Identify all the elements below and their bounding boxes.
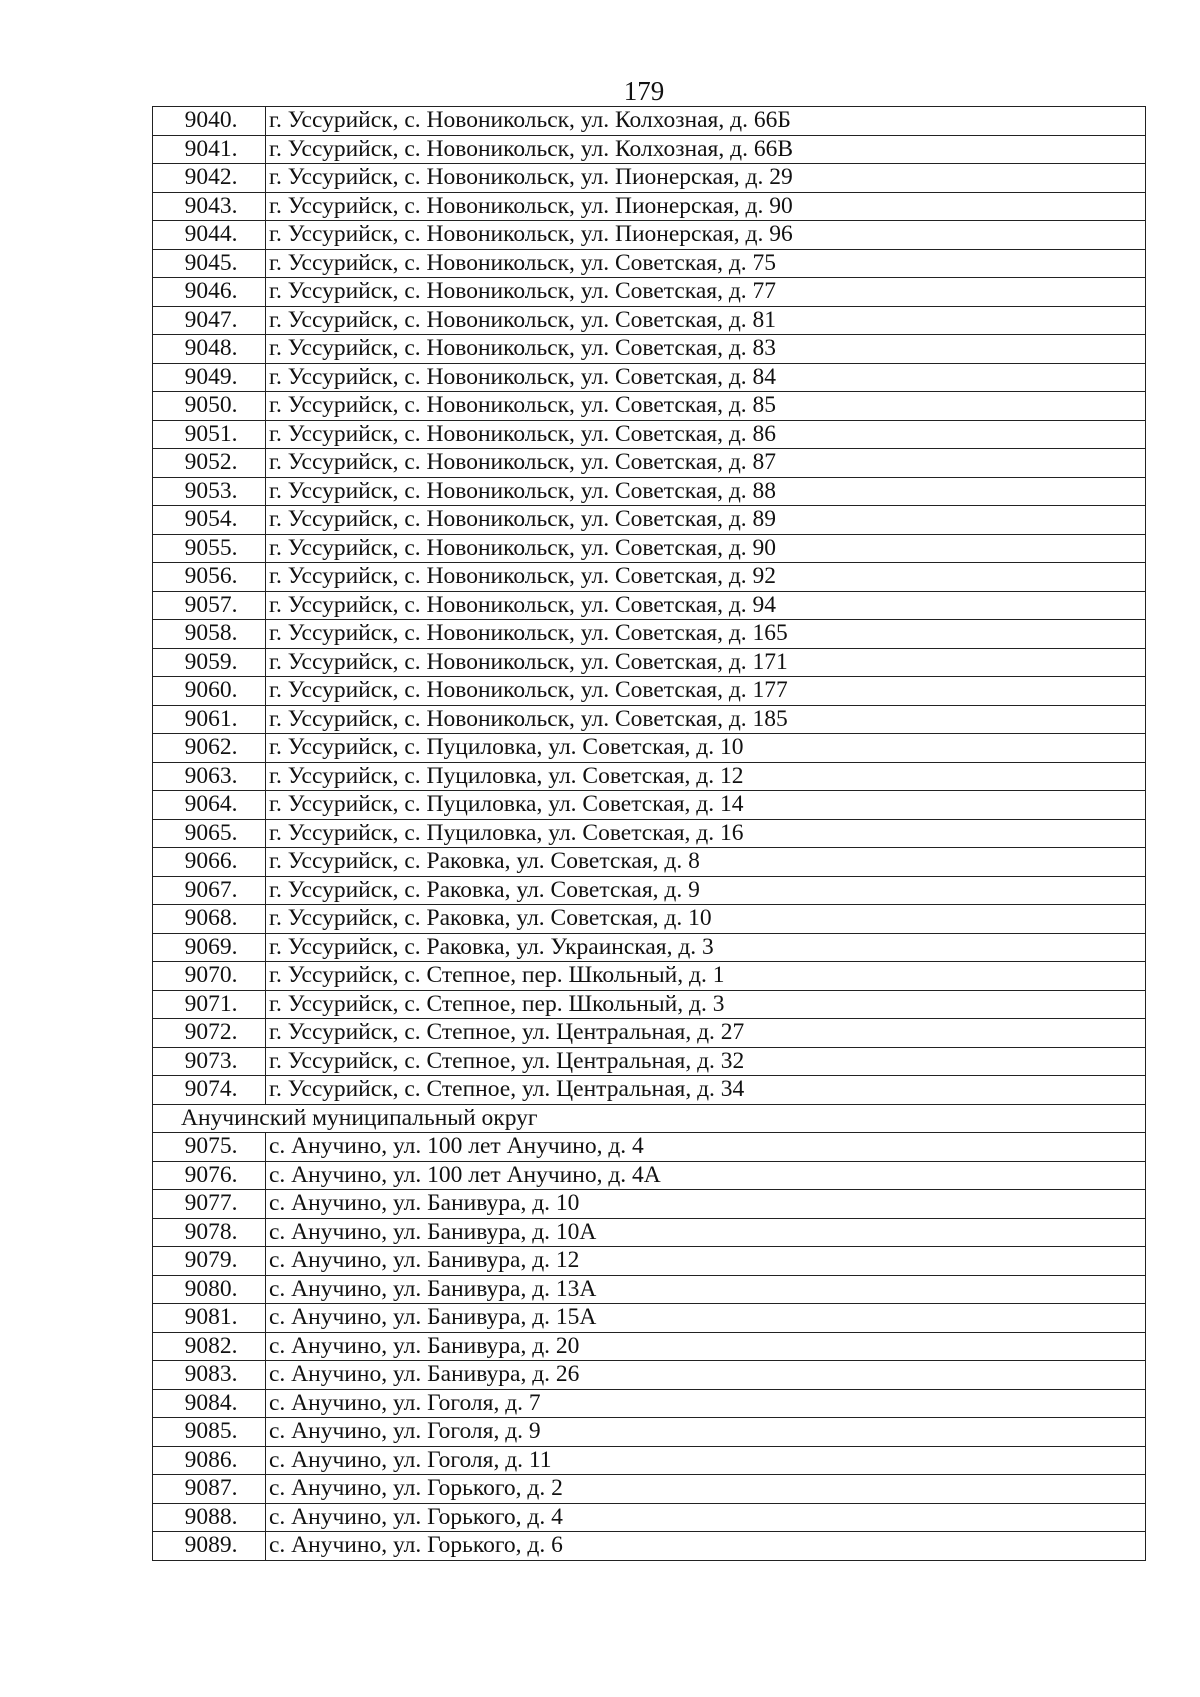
row-address: г. Уссурийск, с. Новоникольск, ул. Советская, д. 171 <box>266 648 1146 677</box>
row-number: 9047. <box>153 306 266 335</box>
row-address: г. Уссурийск, с. Новоникольск, ул. Советская, д. 177 <box>266 677 1146 706</box>
table-row <box>153 1218 1146 1247</box>
table-row <box>153 762 1146 791</box>
row-number: 9060. <box>153 677 266 706</box>
row-address: г. Уссурийск, с. Новоникольск, ул. Советская, д. 87 <box>266 449 1146 478</box>
table-row <box>153 1190 1146 1219</box>
row-address: г. Уссурийск, с. Новоникольск, ул. Советская, д. 89 <box>266 506 1146 535</box>
table-row <box>153 278 1146 307</box>
row-address: г. Уссурийск, с. Степное, пер. Школьный, д. 3 <box>266 990 1146 1019</box>
table-row <box>153 1532 1146 1561</box>
row-number: 9066. <box>153 848 266 877</box>
row-address: г. Уссурийск, с. Новоникольск, ул. Пионерская, д. 90 <box>266 192 1146 221</box>
row-number: 9062. <box>153 734 266 763</box>
row-address: г. Уссурийск, с. Новоникольск, ул. Советская, д. 165 <box>266 620 1146 649</box>
table-row <box>153 135 1146 164</box>
table-row <box>153 905 1146 934</box>
table-row <box>153 648 1146 677</box>
row-number: 9083. <box>153 1361 266 1390</box>
table-row <box>153 335 1146 364</box>
table-row <box>153 563 1146 592</box>
row-address: г. Уссурийск, с. Раковка, ул. Советская, д. 8 <box>266 848 1146 877</box>
row-address: г. Уссурийск, с. Новоникольск, ул. Советская, д. 94 <box>266 591 1146 620</box>
table-row <box>153 620 1146 649</box>
row-address: г. Уссурийск, с. Новоникольск, ул. Советская, д. 75 <box>266 249 1146 278</box>
row-address: г. Уссурийск, с. Новоникольск, ул. Колхозная, д. 66В <box>266 135 1146 164</box>
row-number: 9081. <box>153 1304 266 1333</box>
row-address: г. Уссурийск, с. Степное, ул. Центральная, д. 27 <box>266 1019 1146 1048</box>
row-address: г. Уссурийск, с. Новоникольск, ул. Советская, д. 185 <box>266 705 1146 734</box>
row-number: 9077. <box>153 1190 266 1219</box>
row-number: 9045. <box>153 249 266 278</box>
table-row <box>153 221 1146 250</box>
row-number: 9071. <box>153 990 266 1019</box>
row-number: 9055. <box>153 534 266 563</box>
table-row <box>153 1161 1146 1190</box>
row-number: 9089. <box>153 1532 266 1561</box>
row-number: 9064. <box>153 791 266 820</box>
row-address: с. Анучино, ул. Банивура, д. 10 <box>266 1190 1146 1219</box>
address-table <box>152 106 1146 1561</box>
row-number: 9078. <box>153 1218 266 1247</box>
row-number: 9040. <box>153 107 266 136</box>
row-address: с. Анучино, ул. Горького, д. 2 <box>266 1475 1146 1504</box>
row-address: с. Анучино, ул. Банивура, д. 15А <box>266 1304 1146 1333</box>
row-number: 9088. <box>153 1503 266 1532</box>
row-number: 9084. <box>153 1389 266 1418</box>
row-number: 9076. <box>153 1161 266 1190</box>
row-address: с. Анучино, ул. Гоголя, д. 11 <box>266 1446 1146 1475</box>
table-row <box>153 249 1146 278</box>
row-number: 9082. <box>153 1332 266 1361</box>
row-number: 9080. <box>153 1275 266 1304</box>
row-number: 9049. <box>153 363 266 392</box>
address-table-body <box>153 107 1146 1561</box>
table-row <box>153 1304 1146 1333</box>
row-address: г. Уссурийск, с. Новоникольск, ул. Советская, д. 83 <box>266 335 1146 364</box>
row-address: г. Уссурийск, с. Новоникольск, ул. Пионерская, д. 96 <box>266 221 1146 250</box>
row-address: г. Уссурийск, с. Раковка, ул. Советская, д. 9 <box>266 876 1146 905</box>
row-address: г. Уссурийск, с. Новоникольск, ул. Советская, д. 90 <box>266 534 1146 563</box>
row-address: г. Уссурийск, с. Степное, пер. Школьный, д. 1 <box>266 962 1146 991</box>
table-row <box>153 1275 1146 1304</box>
row-number: 9052. <box>153 449 266 478</box>
table-row <box>153 1076 1146 1105</box>
table-row <box>153 848 1146 877</box>
row-address: г. Уссурийск, с. Новоникольск, ул. Советская, д. 81 <box>266 306 1146 335</box>
row-address: г. Уссурийск, с. Пуциловка, ул. Советская, д. 16 <box>266 819 1146 848</box>
table-row <box>153 192 1146 221</box>
row-address: с. Анучино, ул. Гоголя, д. 9 <box>266 1418 1146 1447</box>
table-row <box>153 1503 1146 1532</box>
row-address: с. Анучино, ул. Горького, д. 4 <box>266 1503 1146 1532</box>
table-row <box>153 962 1146 991</box>
table-row <box>153 534 1146 563</box>
section-row <box>153 1104 1146 1133</box>
row-number: 9067. <box>153 876 266 905</box>
row-address: с. Анучино, ул. Банивура, д. 13А <box>266 1275 1146 1304</box>
row-number: 9046. <box>153 278 266 307</box>
row-number: 9051. <box>153 420 266 449</box>
row-address: г. Уссурийск, с. Новоникольск, ул. Советская, д. 86 <box>266 420 1146 449</box>
row-number: 9072. <box>153 1019 266 1048</box>
row-address: г. Уссурийск, с. Пуциловка, ул. Советская, д. 12 <box>266 762 1146 791</box>
row-address: с. Анучино, ул. Банивура, д. 12 <box>266 1247 1146 1276</box>
row-address: с. Анучино, ул. Банивура, д. 20 <box>266 1332 1146 1361</box>
row-address: г. Уссурийск, с. Степное, ул. Центральная, д. 34 <box>266 1076 1146 1105</box>
row-number: 9086. <box>153 1446 266 1475</box>
table-row <box>153 677 1146 706</box>
table-row <box>153 392 1146 421</box>
table-row <box>153 306 1146 335</box>
row-number: 9079. <box>153 1247 266 1276</box>
table-row <box>153 734 1146 763</box>
table-row <box>153 791 1146 820</box>
table-row <box>153 420 1146 449</box>
table-row <box>153 107 1146 136</box>
row-address: г. Уссурийск, с. Новоникольск, ул. Советская, д. 92 <box>266 563 1146 592</box>
table-row <box>153 876 1146 905</box>
row-address: с. Анучино, ул. Гоголя, д. 7 <box>266 1389 1146 1418</box>
row-number: 9057. <box>153 591 266 620</box>
row-address: г. Уссурийск, с. Новоникольск, ул. Советская, д. 77 <box>266 278 1146 307</box>
table-row <box>153 1133 1146 1162</box>
row-address: г. Уссурийск, с. Пуциловка, ул. Советская, д. 14 <box>266 791 1146 820</box>
row-address: с. Анучино, ул. Горького, д. 6 <box>266 1532 1146 1561</box>
table-row <box>153 1019 1146 1048</box>
row-number: 9070. <box>153 962 266 991</box>
row-number: 9042. <box>153 164 266 193</box>
table-row <box>153 506 1146 535</box>
table-row <box>153 591 1146 620</box>
table-row <box>153 1446 1146 1475</box>
row-number: 9043. <box>153 192 266 221</box>
row-number: 9048. <box>153 335 266 364</box>
row-address: г. Уссурийск, с. Новоникольск, ул. Пионерская, д. 29 <box>266 164 1146 193</box>
row-number: 9073. <box>153 1047 266 1076</box>
row-number: 9068. <box>153 905 266 934</box>
table-row <box>153 1047 1146 1076</box>
row-address: г. Уссурийск, с. Степное, ул. Центральная, д. 32 <box>266 1047 1146 1076</box>
table-row <box>153 1389 1146 1418</box>
table-row <box>153 705 1146 734</box>
table-row <box>153 990 1146 1019</box>
table-row <box>153 164 1146 193</box>
row-number: 9087. <box>153 1475 266 1504</box>
table-row <box>153 1247 1146 1276</box>
row-number: 9085. <box>153 1418 266 1447</box>
row-address: с. Анучино, ул. Банивура, д. 26 <box>266 1361 1146 1390</box>
row-number: 9050. <box>153 392 266 421</box>
row-address: г. Уссурийск, с. Раковка, ул. Советская, д. 10 <box>266 905 1146 934</box>
table-row <box>153 933 1146 962</box>
row-address: с. Анучино, ул. 100 лет Анучино, д. 4 <box>266 1133 1146 1162</box>
row-address: с. Анучино, ул. Банивура, д. 10А <box>266 1218 1146 1247</box>
table-row <box>153 363 1146 392</box>
row-number: 9069. <box>153 933 266 962</box>
row-address: с. Анучино, ул. 100 лет Анучино, д. 4А <box>266 1161 1146 1190</box>
table-row <box>153 1361 1146 1390</box>
table-row <box>153 1418 1146 1447</box>
page-number: 179 <box>623 76 665 106</box>
row-number: 9065. <box>153 819 266 848</box>
row-number: 9063. <box>153 762 266 791</box>
table-row <box>153 1475 1146 1504</box>
row-number: 9074. <box>153 1076 266 1105</box>
row-number: 9075. <box>153 1133 266 1162</box>
row-address: г. Уссурийск, с. Новоникольск, ул. Советская, д. 88 <box>266 477 1146 506</box>
row-address: г. Уссурийск, с. Пуциловка, ул. Советская, д. 10 <box>266 734 1146 763</box>
row-address: г. Уссурийск, с. Новоникольск, ул. Советская, д. 84 <box>266 363 1146 392</box>
row-address: г. Уссурийск, с. Новоникольск, ул. Колхозная, д. 66Б <box>266 107 1146 136</box>
row-number: 9044. <box>153 221 266 250</box>
row-number: 9059. <box>153 648 266 677</box>
row-address: г. Уссурийск, с. Раковка, ул. Украинская, д. 3 <box>266 933 1146 962</box>
section-heading: Анучинский муниципальный округ <box>153 1104 1146 1133</box>
row-number: 9061. <box>153 705 266 734</box>
row-number: 9058. <box>153 620 266 649</box>
table-row <box>153 819 1146 848</box>
row-number: 9041. <box>153 135 266 164</box>
table-row <box>153 1332 1146 1361</box>
row-number: 9053. <box>153 477 266 506</box>
row-address: г. Уссурийск, с. Новоникольск, ул. Советская, д. 85 <box>266 392 1146 421</box>
table-row <box>153 477 1146 506</box>
row-number: 9054. <box>153 506 266 535</box>
row-number: 9056. <box>153 563 266 592</box>
table-row <box>153 449 1146 478</box>
